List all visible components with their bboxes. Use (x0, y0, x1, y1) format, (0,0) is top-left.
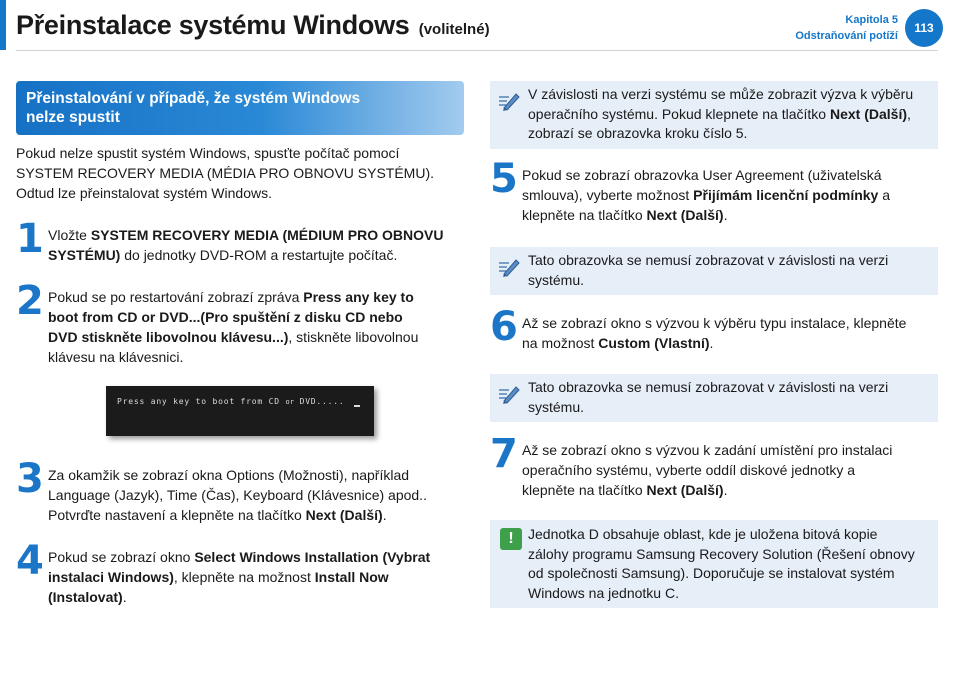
note-text (528, 378, 888, 417)
step-text-run: a (878, 187, 891, 203)
step-text-bold: Select Windows Installation (Vybrat (194, 549, 431, 565)
header-divider (16, 50, 938, 51)
note-text (528, 85, 913, 144)
intro-paragraph (16, 143, 456, 203)
page-title-suffix: (volitelné) (418, 21, 490, 38)
warning-box (490, 520, 938, 608)
step-text-run: klepněte na tlačítko (522, 207, 647, 223)
step-text-run: klávesu na klávesnici. (48, 349, 184, 365)
step-text-run: Vložte (48, 227, 91, 243)
page-title-text: Přeinstalace systému Windows (16, 10, 410, 40)
page-title (16, 10, 490, 41)
step-text-bold: DVD stiskněte libovolnou klávesu...) (48, 329, 289, 345)
step-text-run: Až se zobrazí okno s výzvou k zadání umístění pro instalaci (522, 442, 893, 458)
boot-prompt-screenshot (106, 386, 374, 436)
note-line: systému. (528, 271, 585, 288)
step-text-bold: Custom (Vlastní) (598, 335, 710, 351)
step-text-run: Za okamžik se zobrazí okna Options (Možnosti), například (48, 467, 410, 483)
note-line: systému. (528, 398, 585, 415)
step-number: 6 (490, 304, 518, 350)
step-text-bold: (Instalovat) (48, 589, 123, 605)
step-text-bold: Přijímám licenční podmínky (693, 187, 879, 203)
step-text-run: Potvrďte nastavení a klepněte na tlačítko (48, 507, 306, 523)
step-number: 5 (490, 156, 518, 202)
section-heading-line: Přeinstalování v případě, že systém Windows (26, 90, 361, 107)
step-text-run: klepněte na tlačítko (522, 482, 647, 498)
step-text-run: Až se zobrazí okno s výzvou k výběru typu instalace, klepněte (522, 315, 907, 331)
warning-line: Windows na jednotku C. (528, 584, 679, 601)
note-box (490, 374, 938, 422)
warning-line: zálohy programu Samsung Recovery Solution (Řešení obnovy (528, 545, 915, 562)
warning-line: od společnosti Samsung). Doporučuje se instalovat systém (528, 565, 895, 581)
step-text-bold: Install Now (314, 569, 389, 585)
step-text-run: , klepněte na možnost (173, 569, 315, 585)
chapter-label (795, 12, 898, 44)
note-line: zobrazí se obrazovka kroku číslo 5. (528, 125, 748, 141)
step-text-run: . (382, 507, 387, 523)
step-text (522, 165, 890, 225)
step-text-run: , stiskněte libovolnou (288, 329, 419, 345)
intro-line: SYSTEM RECOVERY MEDIA (MÉDIA PRO OBNOVU SYSTÉMU). (16, 165, 435, 181)
boot-prompt-text (117, 397, 345, 406)
note-line: V závislosti na verzi systému se může zobrazit výzva k výběru (528, 86, 914, 102)
note-text-bold: Next (Další) (829, 105, 907, 122)
boot-prompt-text-a: Press any key to boot from CD (117, 397, 280, 406)
step-text-run: Pokud se po restartování zobrazí zpráva (48, 289, 304, 305)
step-text-bold: boot from CD or DVD...(Pro spuštění z disku CD nebo (48, 309, 403, 325)
page-number-badge: 113 (905, 9, 943, 47)
step-text (48, 225, 443, 265)
step-text-run: Pokud se zobrazí okno (48, 549, 195, 565)
step-text-bold: SYSTÉMU) (48, 247, 121, 263)
boot-prompt-text-c: DVD..... (299, 397, 345, 406)
note-text-run: operačního systému. Pokud klepnete na tlačítko (528, 105, 830, 122)
step-text (48, 287, 418, 367)
step-text-run: na možnost (522, 335, 599, 351)
step-text-bold: Next (Další) (646, 207, 724, 223)
warning-icon: ! (500, 528, 522, 550)
step-text-bold: Press any key to (303, 289, 414, 305)
step-text (522, 313, 906, 353)
note-text (528, 251, 888, 290)
step-text-bold: instalaci Windows) (48, 569, 174, 585)
step-number: 3 (16, 456, 44, 502)
step-text-run: Language (Jazyk), Time (Čas), Keyboard (Klávesnice) apod.. (48, 487, 427, 503)
step-text-run: operačního systému, vyberte oddíl diskové jednotky a (522, 462, 856, 478)
note-box (490, 81, 938, 149)
step-text (48, 547, 430, 607)
intro-line: Pokud nelze spustit systém Windows, spusťte počítač pomocí (16, 145, 400, 161)
chapter-number: Kapitola 5 (845, 14, 898, 26)
step-text-run: . (122, 589, 127, 605)
section-heading (16, 81, 464, 135)
note-pencil-icon (496, 255, 522, 279)
note-text-run: , (907, 105, 911, 122)
cursor (354, 405, 360, 407)
header-accent-bar (0, 0, 6, 50)
step-text-run: Pokud se zobrazí obrazovka User Agreement (uživatelská (522, 167, 882, 183)
boot-prompt-text-b: or (285, 398, 294, 406)
step-text-run: do jednotky DVD-ROM a restartujte počítač. (120, 247, 398, 263)
chapter-title: Odstraňování potíží (795, 30, 898, 42)
note-pencil-icon (496, 382, 522, 406)
note-line: Tato obrazovka se nemusí zobrazovat v závislosti na verzi (528, 252, 889, 268)
step-number: 1 (16, 216, 44, 262)
intro-line: Odtud lze přeinstalovat systém Windows. (16, 185, 272, 201)
step-number: 7 (490, 431, 518, 477)
section-heading-line: nelze spustit (26, 109, 120, 126)
step-text-bold: Next (Další) (646, 482, 724, 498)
step-text-run: . (723, 207, 728, 223)
step-text (522, 440, 892, 500)
note-line: Tato obrazovka se nemusí zobrazovat v závislosti na verzi (528, 379, 889, 395)
step-text-bold: Next (Další) (305, 507, 383, 523)
note-pencil-icon (496, 89, 522, 113)
step-text (48, 465, 427, 525)
note-box (490, 247, 938, 295)
step-text-run: . (709, 335, 714, 351)
step-number: 2 (16, 278, 44, 324)
warning-text (528, 525, 915, 603)
step-text-run: . (723, 482, 728, 498)
step-number: 4 (16, 538, 44, 584)
step-text-run: smlouva), vyberte možnost (522, 187, 694, 203)
step-text-bold: SYSTEM RECOVERY MEDIA (MÉDIUM PRO OBNOVU (90, 227, 444, 243)
warning-line: Jednotka D obsahuje oblast, kde je uložena bitová kopie (528, 526, 878, 542)
